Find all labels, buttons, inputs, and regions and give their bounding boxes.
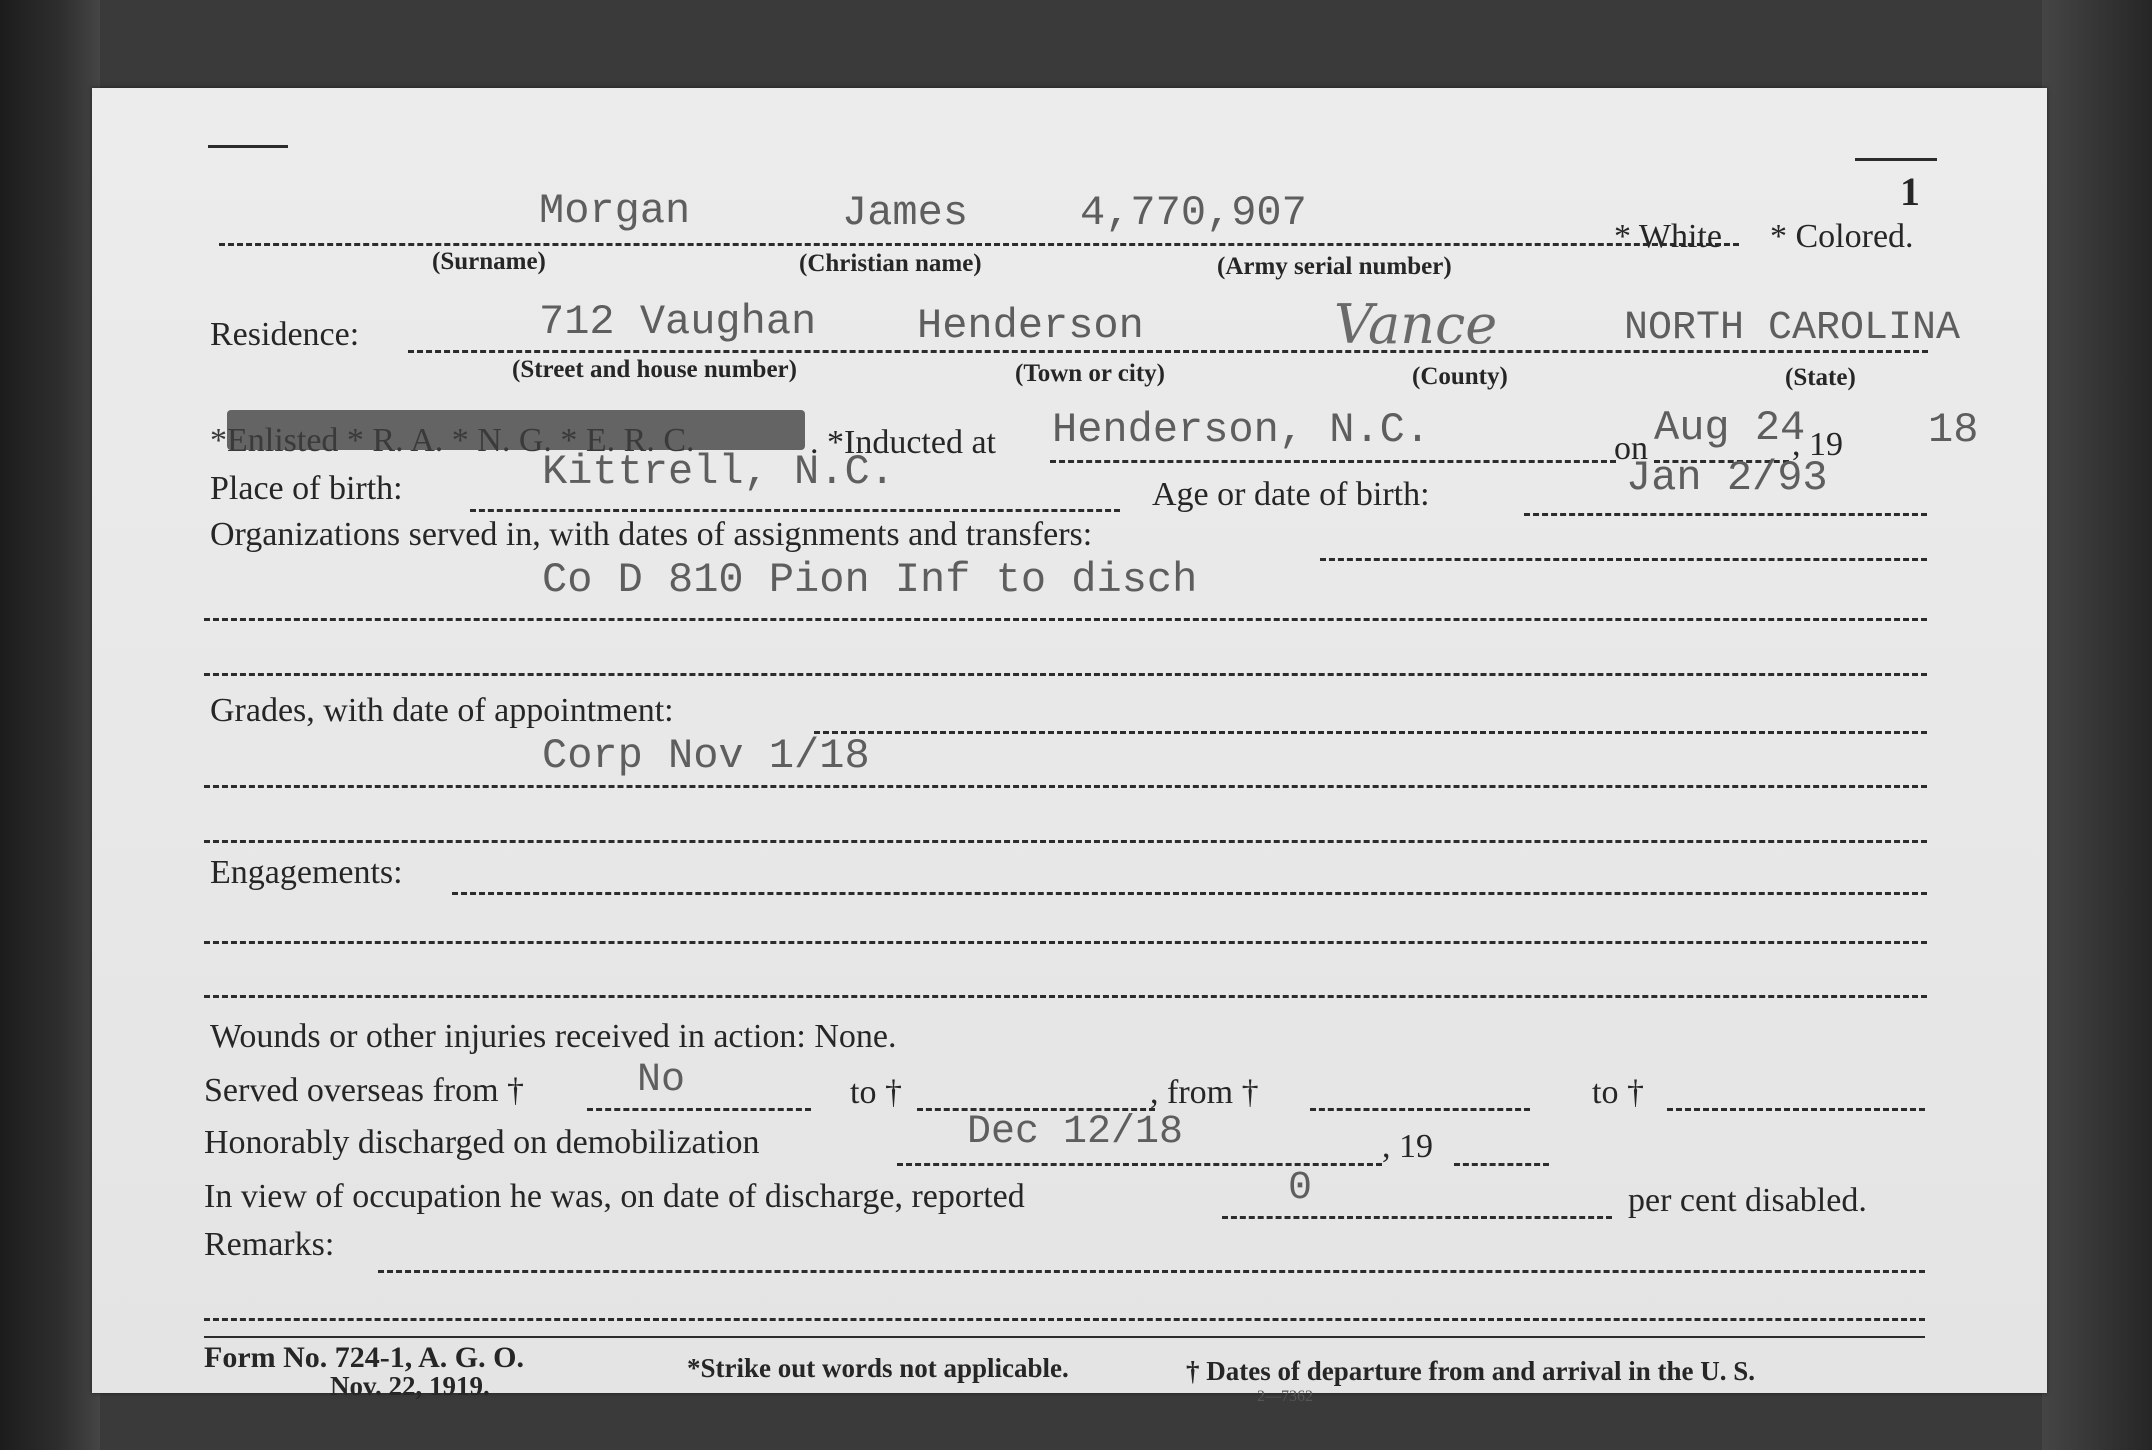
remarks-line-0: [378, 1270, 1925, 1273]
state-caption: (State): [1785, 364, 1856, 391]
engagements-line-1: [204, 941, 1927, 944]
overseas-label: Served overseas from †: [204, 1072, 525, 1109]
organizations-value: Co D 810 Pion Inf to disch: [542, 556, 1198, 604]
enlisted-label: *Enlisted * R. A. * N. G. * E. R. C.: [210, 422, 695, 459]
christian-name-caption: (Christian name): [799, 250, 982, 277]
overseas-to-label: to †: [850, 1074, 902, 1111]
serial-number-value: 4,770,907: [1080, 189, 1307, 237]
grades-value: Corp Nov 1/18: [542, 732, 870, 780]
inducted-at-line: [1050, 460, 1616, 463]
wounds-label: Wounds or other injuries received in action: None.: [210, 1018, 897, 1055]
remarks-label: Remarks:: [204, 1226, 335, 1263]
remarks-line-1: [204, 1318, 1925, 1321]
residence-line: [408, 350, 1928, 353]
form-number: Form No. 724-1, A. G. O.: [204, 1341, 524, 1374]
engagements-line-0: [452, 892, 1927, 895]
surname-value: Morgan: [539, 187, 691, 235]
organizations-line-2: [204, 673, 1927, 676]
county-value: Vance: [1334, 293, 1498, 356]
overseas-to2-line: [1667, 1108, 1925, 1111]
street-value: 712 Vaughan: [539, 298, 817, 346]
discharge-date-value: Dec 12/18: [967, 1110, 1184, 1155]
overseas-value: No: [637, 1058, 686, 1103]
engagements-line-2: [204, 995, 1927, 998]
place-of-birth-line: [470, 509, 1120, 512]
serial-number-caption: (Army serial number): [1217, 253, 1452, 280]
disability-value: 0: [1288, 1166, 1313, 1211]
grades-line-1: [204, 785, 1927, 788]
county-caption: (County): [1412, 363, 1508, 390]
dates-note: † Dates of departure from and arrival in the U. S.: [1186, 1356, 1755, 1386]
disability-suffix: per cent disabled.: [1628, 1182, 1867, 1219]
birth-date-line: [1524, 513, 1927, 516]
colored-label: * Colored.: [1770, 218, 1914, 255]
discharge-year-label: , 19: [1382, 1128, 1433, 1165]
town-value: Henderson: [917, 302, 1144, 350]
inducted-at-value: Henderson, N.C.: [1052, 406, 1431, 454]
discharge-label: Honorably discharged on demobilization: [204, 1124, 760, 1161]
grades-label: Grades, with date of appointment:: [210, 692, 674, 729]
age-label: Age or date of birth:: [1152, 476, 1430, 513]
induction-year-value: 18: [1928, 406, 1979, 454]
place-of-birth-label: Place of birth:: [210, 470, 403, 507]
engagements-label: Engagements:: [210, 854, 403, 891]
state-value: NORTH CAROLINA: [1624, 306, 1961, 351]
overseas-to2-label: to †: [1592, 1074, 1644, 1111]
form-date: Nov. 22, 1919.: [330, 1371, 490, 1401]
overseas-from2-line: [1310, 1108, 1530, 1111]
organizations-line-1: [204, 618, 1927, 621]
induction-date-value: Aug 24: [1654, 404, 1806, 452]
grades-line-0: [814, 731, 1927, 734]
surname-caption: (Surname): [432, 248, 546, 275]
organizations-line-0: [1320, 558, 1927, 561]
service-record-card: [92, 88, 2047, 1405]
on-label: on: [1614, 430, 1648, 467]
card-number: 1: [1900, 169, 1920, 214]
disability-line: [1222, 1216, 1612, 1219]
year-prefix: , 19: [1792, 426, 1843, 463]
christian-name-value: James: [842, 189, 969, 237]
name-line: [219, 243, 1739, 246]
scan-background-left: [0, 0, 100, 1450]
overseas-from-line: [587, 1108, 811, 1111]
scan-background-right: [2042, 0, 2152, 1450]
print-stamp: 2—7362: [1257, 1388, 1313, 1405]
overseas-from2-label: , from †: [1150, 1074, 1259, 1111]
white-label: * White: [1614, 218, 1722, 255]
street-caption: (Street and house number): [512, 356, 797, 383]
footer-rule: [204, 1336, 1925, 1338]
place-of-birth-value: Kittrell, N.C.: [542, 448, 895, 496]
inducted-label: . *Inducted at: [810, 424, 996, 461]
town-caption: (Town or city): [1015, 360, 1165, 387]
birth-date-value: Jan 2/93: [1626, 454, 1828, 502]
grades-line-2: [204, 840, 1927, 843]
disability-label: In view of occupation he was, on date of discharge, reported: [204, 1178, 1025, 1215]
discharge-year-line: [1454, 1163, 1549, 1166]
top-left-rule: [208, 145, 288, 148]
top-right-rule: [1855, 158, 1937, 161]
strike-note: *Strike out words not applicable.: [687, 1353, 1069, 1383]
organizations-label: Organizations served in, with dates of assignments and transfers:: [210, 516, 1093, 553]
residence-label: Residence:: [210, 316, 360, 353]
